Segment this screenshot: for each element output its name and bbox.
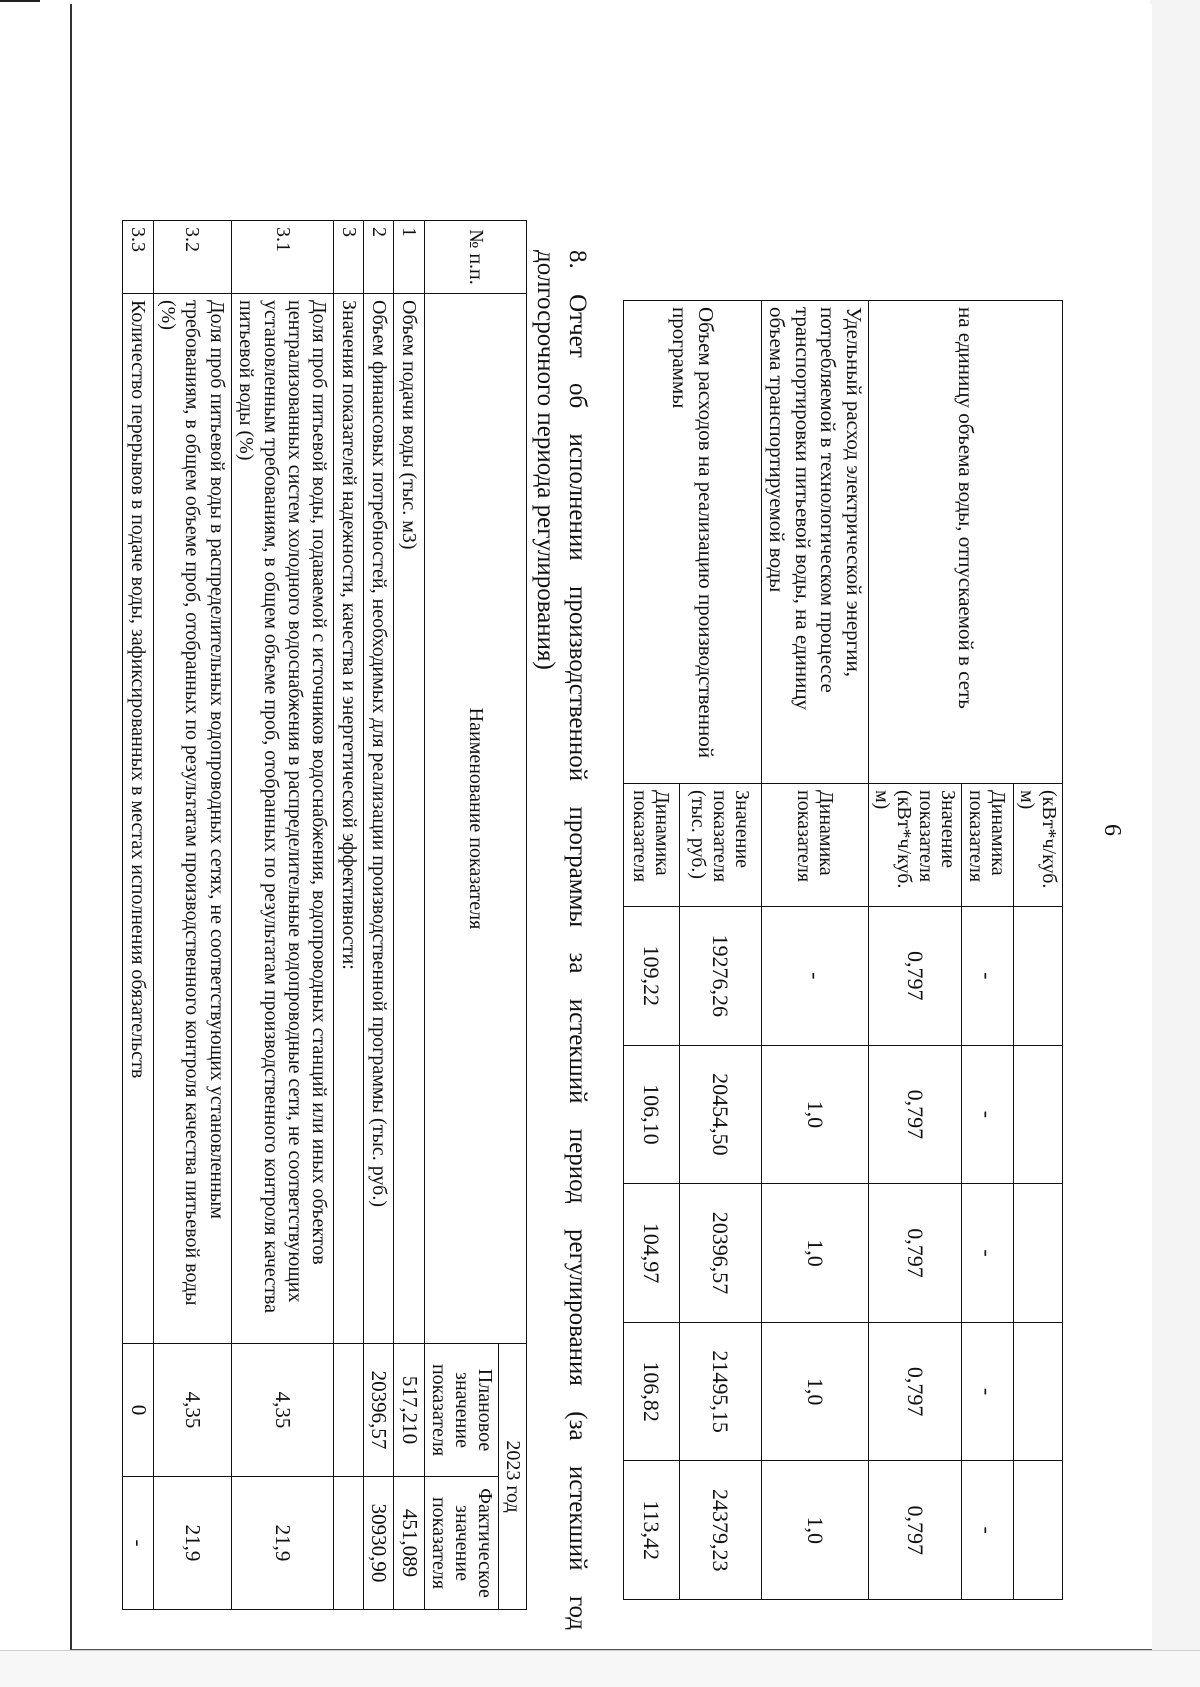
table-row <box>153 221 231 1610</box>
rotated-page-content <box>45 30 1125 1670</box>
row-name: Доля проб питьевой воды в распределительных водопроводных сетях, не соответствующих установленным требованиям, в общем объеме проб, отобранных по результатам производственного контроля качества питьевой воды (%) <box>153 294 231 1344</box>
scan-margin <box>1150 0 1200 1686</box>
row-number: 3.2 <box>153 221 231 294</box>
section-heading-continuation: долгосрочного периода регулирования) <box>532 250 559 670</box>
fact-value: - <box>123 1477 154 1610</box>
row-name: Доля проб питьевой воды, подаваемой с источников водоснабжения, водопроводных станций или иных объектов централизованных систем холодного водоснабжения в распределительные водопроводные сети, не соответствующих установленным требованиям, в общем объеме проб, отобранных по результатам производственного контроля качества питьевой воды (%) <box>231 294 334 1344</box>
row-name: Значения показателей надежности, качества и энергетической эффективности: <box>334 294 363 1344</box>
cell-value: 0,797 <box>869 1184 962 1323</box>
row-description: на единицу объема воды, отпускаемой в сеть <box>869 301 1063 784</box>
cell-value: 0,797 <box>869 1461 962 1600</box>
row-sub-label: Значение показателя (кВт*ч/куб. м) <box>869 784 962 907</box>
cell-value: 106,10 <box>623 1045 679 1184</box>
cell-value <box>1014 1045 1063 1184</box>
cell-value: 109,22 <box>623 907 679 1046</box>
row-number: 3.3 <box>123 221 154 294</box>
cell-value: 1,0 <box>761 1322 868 1461</box>
table-row <box>761 301 868 1600</box>
row-number: 1 <box>394 221 425 294</box>
fact-value: 21,9 <box>153 1477 231 1610</box>
table-header-row <box>499 221 527 1610</box>
cell-value: 1,0 <box>761 1461 868 1600</box>
cell-value <box>1014 1322 1063 1461</box>
cell-value <box>1014 907 1063 1046</box>
cell-value: 1,0 <box>761 1045 868 1184</box>
indicators-table <box>623 300 1063 1600</box>
cell-value: 106,82 <box>623 1322 679 1461</box>
cell-value: 19276,26 <box>679 907 761 1046</box>
report-table <box>122 220 527 1610</box>
table-row <box>363 221 394 1610</box>
column-header-name: Наименование показателя <box>425 294 527 1344</box>
cell-value <box>1014 1461 1063 1600</box>
fact-value: 451,089 <box>394 1477 425 1610</box>
plan-value: 0 <box>123 1344 154 1477</box>
row-number: 3.1 <box>231 221 334 294</box>
cell-value: 20396,57 <box>679 1184 761 1323</box>
cell-value: - <box>962 907 1014 1046</box>
row-description: Удельный расход электрической энергии, потребляемой в технологическом процессе транспортировки питьевой воды, на единицу объема транспортируемой воды <box>761 301 868 784</box>
cell-value: - <box>962 1045 1014 1184</box>
plan-value: 20396,57 <box>363 1344 394 1477</box>
column-header-plan: Плановое значение показателя <box>425 1344 499 1477</box>
cell-value: 24379,23 <box>679 1461 761 1600</box>
plan-value: 4,35 <box>153 1344 231 1477</box>
column-header-year: 2023 год <box>499 1344 527 1610</box>
table-row <box>231 221 334 1610</box>
cell-value: 0,797 <box>869 907 962 1046</box>
plan-value: 4,35 <box>231 1344 334 1477</box>
row-name: Объем финансовых потребностей, необходимых для реализации производственной программы (тыс. руб.) <box>363 294 394 1344</box>
row-name: Объем подачи воды (тыс. м3) <box>394 294 425 1344</box>
cell-value: 21495,15 <box>679 1322 761 1461</box>
plan-value <box>334 1344 363 1477</box>
cell-value: 20454,50 <box>679 1045 761 1184</box>
table-row <box>679 301 761 1600</box>
cell-value: - <box>962 1461 1014 1600</box>
row-sub-label: Значение показателя (тыс. руб.) <box>679 784 761 907</box>
table-row <box>1014 301 1063 1600</box>
column-header-fact: Фактическое значение показателя <box>425 1477 499 1610</box>
row-name: Количество перерывов в подаче воды, зафиксированных в местах исполнения обязательств <box>123 294 154 1344</box>
cell-value: - <box>962 1184 1014 1323</box>
row-sub-label: Динамика показателя <box>623 784 679 907</box>
row-description: Объем расходов на реализацию производственной программы <box>623 301 761 784</box>
row-number: 2 <box>363 221 394 294</box>
row-number: 3 <box>334 221 363 294</box>
table-row <box>123 221 154 1610</box>
fact-value <box>334 1477 363 1610</box>
cell-value: 104,97 <box>623 1184 679 1323</box>
cell-value: - <box>761 907 868 1046</box>
cell-value: 0,797 <box>869 1045 962 1184</box>
cell-value: 1,0 <box>761 1184 868 1323</box>
row-sub-label: Динамика показателя <box>761 784 868 907</box>
row-sub-label: (кВт*ч/куб. м) <box>1014 784 1063 907</box>
cell-value: 113,42 <box>623 1461 679 1600</box>
plan-value: 517,210 <box>394 1344 425 1477</box>
cell-value: - <box>962 1322 1014 1461</box>
cell-value: 0,797 <box>869 1322 962 1461</box>
cell-value <box>1014 1184 1063 1323</box>
section-heading: 8. Отчет об исполнении производственной программы за истекший период регулирования (за истекший год <box>564 250 591 1630</box>
scan-corner-mark <box>0 0 40 10</box>
page-number: 6 <box>1099 824 1125 836</box>
table-row <box>334 221 363 1610</box>
fact-value: 30930,90 <box>363 1477 394 1610</box>
row-sub-label: Динамика показателя <box>962 784 1014 907</box>
table-row <box>394 221 425 1610</box>
fact-value: 21,9 <box>231 1477 334 1610</box>
column-header-number: № п.п. <box>425 221 527 294</box>
